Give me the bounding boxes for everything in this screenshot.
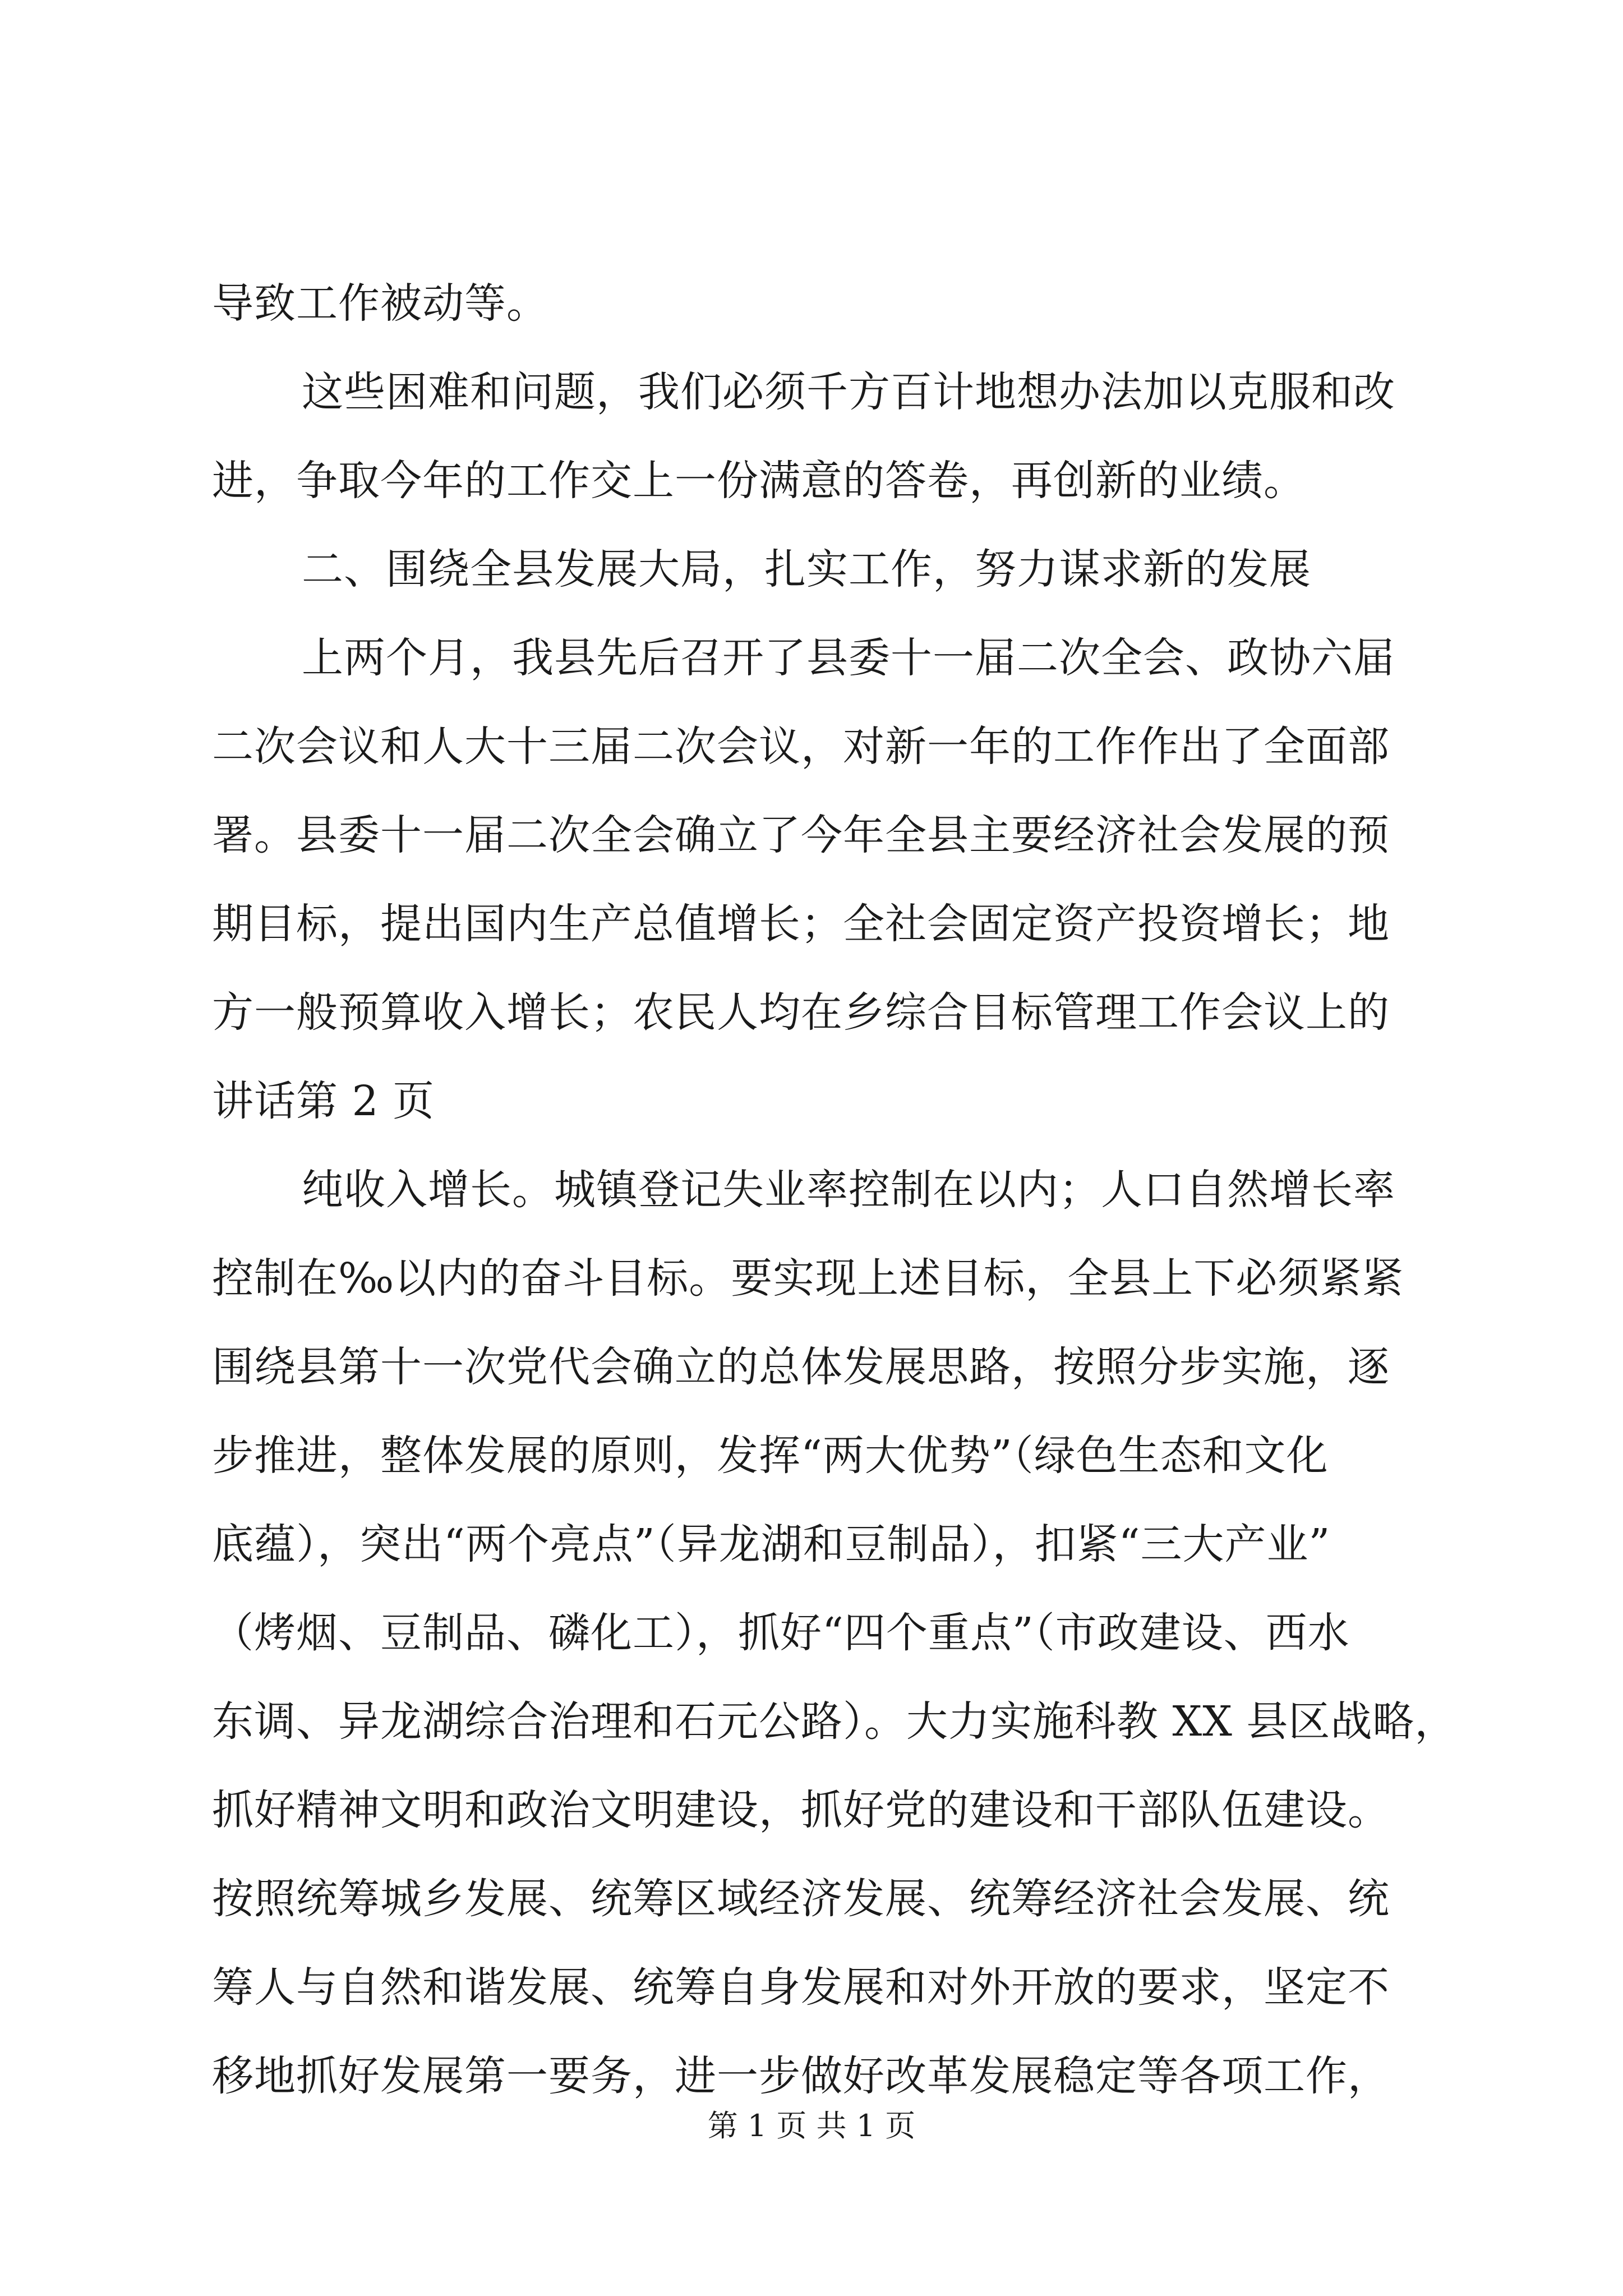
text-line: 围绕县第十一次党代会确立的总体发展思路，按照分步实施，逐 [212,1343,1390,1391]
section-heading: 二、围绕全县发展大局，扎实工作，努力谋求新的发展 [302,545,1311,593]
text-line: 抓好精神文明和政治文明建设，抓好党的建设和干部队伍建设。 [212,1786,1390,1834]
text-line: 筹人与自然和谐发展、统筹自身发展和对外开放的要求，坚定不 [212,1963,1390,2012]
text-line: 步推进，整体发展的原则，发挥“两大优势”（绿色生态和文化 [212,1432,1329,1480]
text-line: 上两个月，我县先后召开了县委十一届二次全会、政协六届 [302,634,1395,682]
text-line: 按照统筹城乡发展、统筹区域经济发展、统筹经济社会发展、统 [212,1875,1390,1923]
text-line: 方一般预算收入增长；农民人均在乡综合目标管理工作会议上的 [212,988,1390,1037]
text-line: 二次会议和人大十三届二次会议，对新一年的工作作出了全面部 [212,723,1390,771]
document-body [212,259,1457,2120]
page-footer: 第 1 页 共 1 页 [707,2108,916,2143]
text-line: 底蕴），突出“两个亮点”（异龙湖和豆制品），扣紧“三大产业” [212,1520,1331,1568]
text-line: 讲话第 2 页 [212,1077,435,1125]
text-line: 导致工作被动等。 [212,279,548,328]
text-line: （烤烟、豆制品、磷化工），抓好“四个重点”（市政建设、西水 [212,1609,1350,1657]
text-line: 这些困难和问题，我们必须千方百计地想办法加以克服和改 [302,368,1395,416]
text-line: 纯收入增长。城镇登记失业率控制在以内；人口自然增长率 [302,1166,1395,1214]
text-line: 控制在‰以内的奋斗目标。要实现上述目标，全县上下必须紧紧 [212,1254,1404,1303]
text-line: 东调、异龙湖综合治理和石元公路）。大力实施科教 XX 县区战略， [212,1697,1457,1746]
text-line: 移地抓好发展第一要务，进一步做好改革发展稳定等各项工作， [212,2052,1390,2100]
text-line: 期目标，提出国内生产总值增长；全社会固定资产投资增长；地 [212,900,1390,948]
text-line: 署。县委十一届二次全会确立了今年全县主要经济社会发展的预 [212,811,1390,859]
text-line: 进，争取今年的工作交上一份满意的答卷，再创新的业绩。 [212,457,1306,505]
